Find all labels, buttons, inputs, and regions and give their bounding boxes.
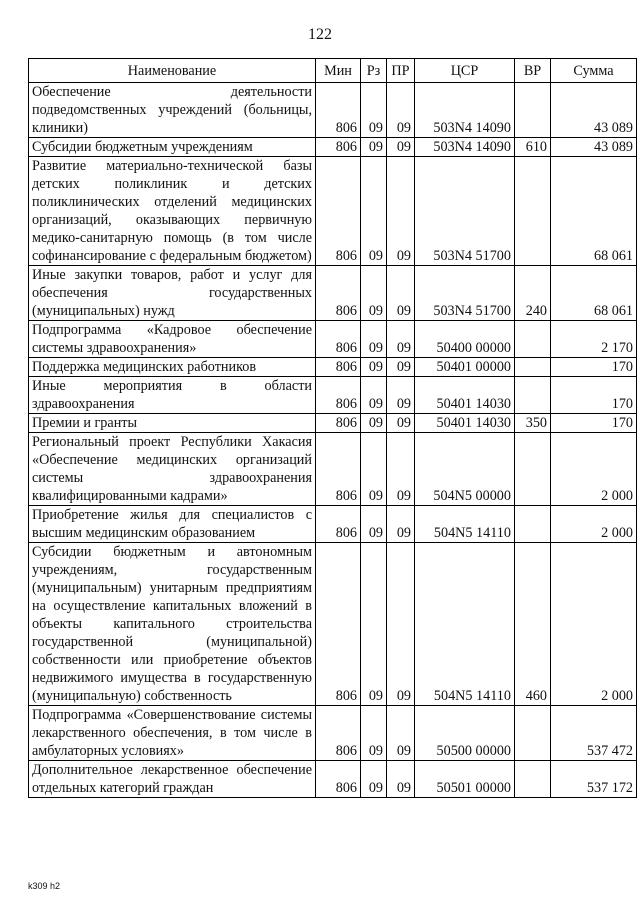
row-pr: 09 [387,506,415,543]
row-pr: 09 [387,706,415,761]
table-row [29,83,637,138]
row-sum: 170 [551,414,637,433]
row-pr: 09 [387,83,415,138]
header-vr: ВР [515,59,551,83]
table-row [29,543,637,706]
row-rz: 09 [361,414,387,433]
row-sum: 537 472 [551,706,637,761]
row-vr [515,377,551,414]
row-pr: 09 [387,543,415,706]
row-min: 806 [316,157,361,266]
table-row [29,266,637,321]
row-vr: 350 [515,414,551,433]
header-rz: Рз [361,59,387,83]
row-csr: 503N4 51700 [415,266,515,321]
row-sum: 537 172 [551,761,637,798]
row-csr: 50401 14030 [415,377,515,414]
table-row [29,377,637,414]
row-vr [515,321,551,358]
row-csr: 50400 00000 [415,321,515,358]
row-min: 806 [316,266,361,321]
row-rz: 09 [361,321,387,358]
row-min: 806 [316,414,361,433]
row-sum: 170 [551,358,637,377]
row-name: Поддержка медицинских работников [29,358,316,377]
row-vr [515,706,551,761]
row-vr: 240 [515,266,551,321]
table-header-row [29,59,637,83]
row-sum: 43 089 [551,83,637,138]
row-csr: 504N5 00000 [415,433,515,506]
row-pr: 09 [387,138,415,157]
row-csr: 503N4 14090 [415,83,515,138]
header-csr: ЦСР [415,59,515,83]
row-pr: 09 [387,321,415,358]
row-name: Обеспечение деятельности подведомственных учреждений (больницы, клиники) [29,83,316,138]
row-name: Субсидии бюджетным и автономным учреждениям, государственным (муниципальным) унитарным предприятиям на осуществление капитальных вложений в объекты капитального строительства государственной (муниципальной) собственности или приобретение объектов недвижимого имущества в государственную (муниципальную) собственность [29,543,316,706]
header-sum: Сумма [551,59,637,83]
row-name: Иные мероприятия в области здравоохранения [29,377,316,414]
page-number: 122 [308,26,332,43]
row-rz: 09 [361,83,387,138]
row-min: 806 [316,358,361,377]
row-pr: 09 [387,414,415,433]
row-vr [515,433,551,506]
header-min: Мин [316,59,361,83]
table-row [29,157,637,266]
row-vr [515,358,551,377]
budget-table [28,58,637,798]
row-name: Региональный проект Республики Хакасия «Обеспечение медицинских организаций системы здравоохранения квалифицированными кадрами» [29,433,316,506]
table-row [29,706,637,761]
footer-code: k309 h2 [28,881,61,891]
row-vr: 460 [515,543,551,706]
row-min: 806 [316,506,361,543]
row-name: Подпрограмма «Кадровое обеспечение системы здравоохранения» [29,321,316,358]
row-sum: 2 000 [551,543,637,706]
row-name: Подпрограмма «Совершенствование системы лекарственного обеспечения, в том числе в амбулаторных условиях» [29,706,316,761]
row-min: 806 [316,377,361,414]
row-sum: 2 170 [551,321,637,358]
table-row [29,358,637,377]
row-name: Развитие материально-технической базы детских поликлиник и детских поликлинических отделений медицинских организаций, оказывающих первичную медико-санитарную помощь (в том числе софинансирование с федеральным бюджетом) [29,157,316,266]
row-vr [515,83,551,138]
row-name: Субсидии бюджетным учреждениям [29,138,316,157]
row-csr: 50500 00000 [415,706,515,761]
row-sum: 43 089 [551,138,637,157]
row-csr: 504N5 14110 [415,506,515,543]
row-vr [515,157,551,266]
row-name: Приобретение жилья для специалистов с высшим медицинским образованием [29,506,316,543]
row-rz: 09 [361,377,387,414]
row-rz: 09 [361,506,387,543]
row-pr: 09 [387,358,415,377]
row-vr: 610 [515,138,551,157]
row-csr: 50501 00000 [415,761,515,798]
row-sum: 2 000 [551,506,637,543]
row-pr: 09 [387,157,415,266]
row-pr: 09 [387,761,415,798]
row-name: Дополнительное лекарственное обеспечение отдельных категорий граждан [29,761,316,798]
row-pr: 09 [387,433,415,506]
row-rz: 09 [361,543,387,706]
row-csr: 503N4 51700 [415,157,515,266]
table-row [29,506,637,543]
row-min: 806 [316,543,361,706]
header-pr: ПР [387,59,415,83]
row-name: Иные закупки товаров, работ и услуг для обеспечения государственных (муниципальных) нужд [29,266,316,321]
table-row [29,761,637,798]
row-rz: 09 [361,706,387,761]
table-row [29,321,637,358]
row-sum: 68 061 [551,157,637,266]
row-csr: 504N5 14110 [415,543,515,706]
row-vr [515,761,551,798]
row-vr [515,506,551,543]
row-min: 806 [316,761,361,798]
header-name: Наименование [29,59,316,83]
row-min: 806 [316,706,361,761]
table-row [29,138,637,157]
row-name: Премии и гранты [29,414,316,433]
row-csr: 503N4 14090 [415,138,515,157]
row-sum: 68 061 [551,266,637,321]
row-min: 806 [316,138,361,157]
table-body [29,83,637,798]
row-rz: 09 [361,433,387,506]
row-rz: 09 [361,266,387,321]
row-rz: 09 [361,157,387,266]
row-csr: 50401 14030 [415,414,515,433]
row-sum: 2 000 [551,433,637,506]
row-csr: 50401 00000 [415,358,515,377]
table-row [29,433,637,506]
row-rz: 09 [361,138,387,157]
row-pr: 09 [387,377,415,414]
row-min: 806 [316,321,361,358]
row-min: 806 [316,83,361,138]
row-rz: 09 [361,358,387,377]
table-row [29,414,637,433]
row-rz: 09 [361,761,387,798]
row-min: 806 [316,433,361,506]
row-sum: 170 [551,377,637,414]
row-pr: 09 [387,266,415,321]
